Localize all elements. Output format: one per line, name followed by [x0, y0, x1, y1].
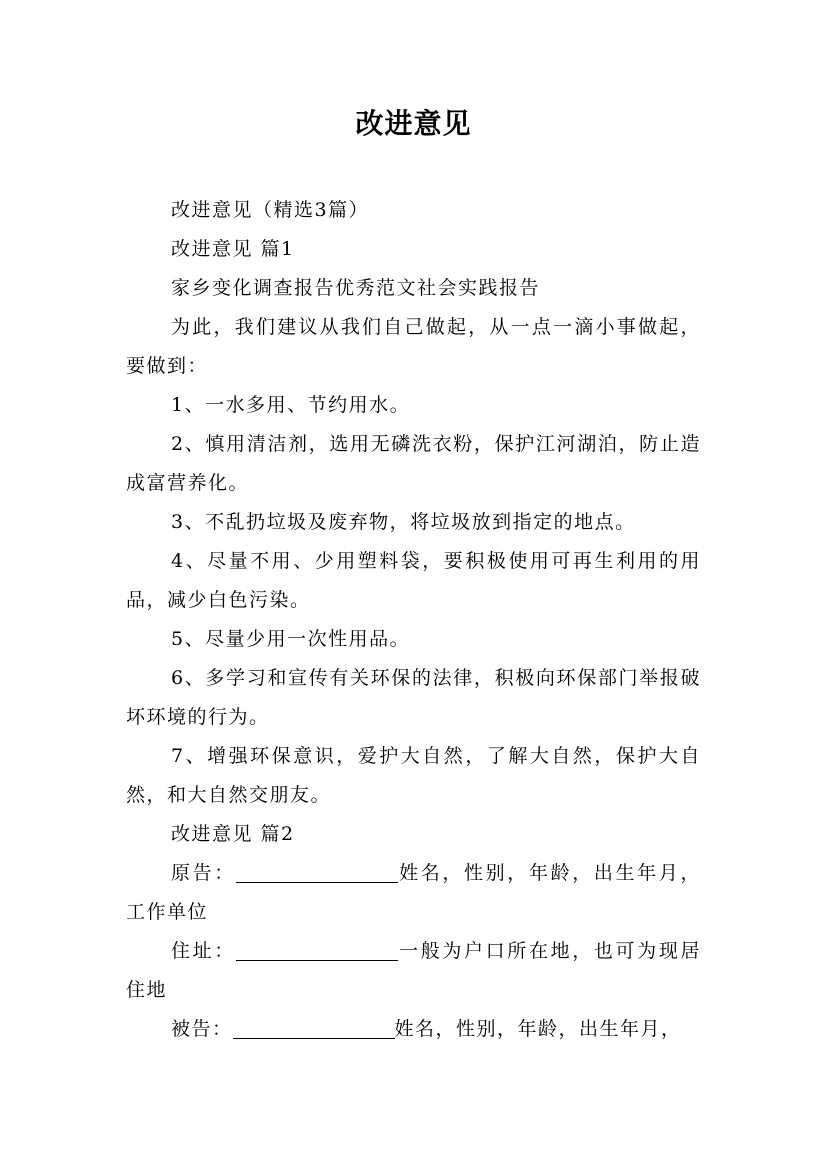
form-note-defendant: 姓名，性别，年龄，出生年月，	[394, 1018, 682, 1040]
document-title: 改进意见	[355, 107, 472, 140]
form-field-plaintiff	[126, 854, 701, 932]
document-body	[126, 191, 701, 1049]
list-item-3: 3、不乱扔垃圾及废弃物，将垃圾放到指定的地点。	[171, 511, 636, 533]
form-field-address	[126, 932, 701, 1010]
form-note-address: 一般为户口所在地，也可为现居住地	[126, 940, 701, 1001]
blank-line	[233, 1016, 395, 1039]
list-item-2: 2、慎用清洁剂，选用无磷洗衣粉，保护江河湖泊，防止造成富营养化。	[126, 433, 701, 494]
list-item-7: 7、增强环保意识，爱护大自然，了解大自然，保护大自然，和大自然交朋友。	[126, 745, 701, 806]
list-item-1: 1、一水多用、节约用水。	[171, 394, 411, 416]
form-label-defendant: 被告：	[171, 1018, 233, 1040]
list-item-4: 4、尽量不用、少用塑料袋，要积极使用可再生利用的用品，减少白色污染。	[126, 550, 701, 611]
paragraph-subtitle: 家乡变化调查报告优秀范文社会实践报告	[171, 277, 541, 299]
paragraph-proposal: 为此，我们建议从我们自己做起，从一点一滴小事做起，要做到：	[126, 316, 701, 377]
form-label-plaintiff: 原告：	[171, 862, 236, 884]
blank-line	[236, 938, 398, 961]
form-label-address: 住址：	[171, 940, 236, 962]
form-note-plaintiff: 姓名，性别，年龄，出生年月，工作单位	[126, 862, 701, 923]
section-heading-2: 改进意见 篇2	[171, 823, 295, 845]
list-item-6: 6、多学习和宣传有关环保的法律，积极向环保部门举报破坏环境的行为。	[126, 667, 701, 728]
list-item-5: 5、尽量少用一次性用品。	[171, 628, 411, 650]
paragraph-intro: 改进意见（精选3篇）	[171, 199, 370, 221]
form-field-defendant	[126, 1010, 701, 1049]
blank-line	[236, 860, 398, 883]
section-heading-1: 改进意见 篇1	[171, 238, 295, 260]
